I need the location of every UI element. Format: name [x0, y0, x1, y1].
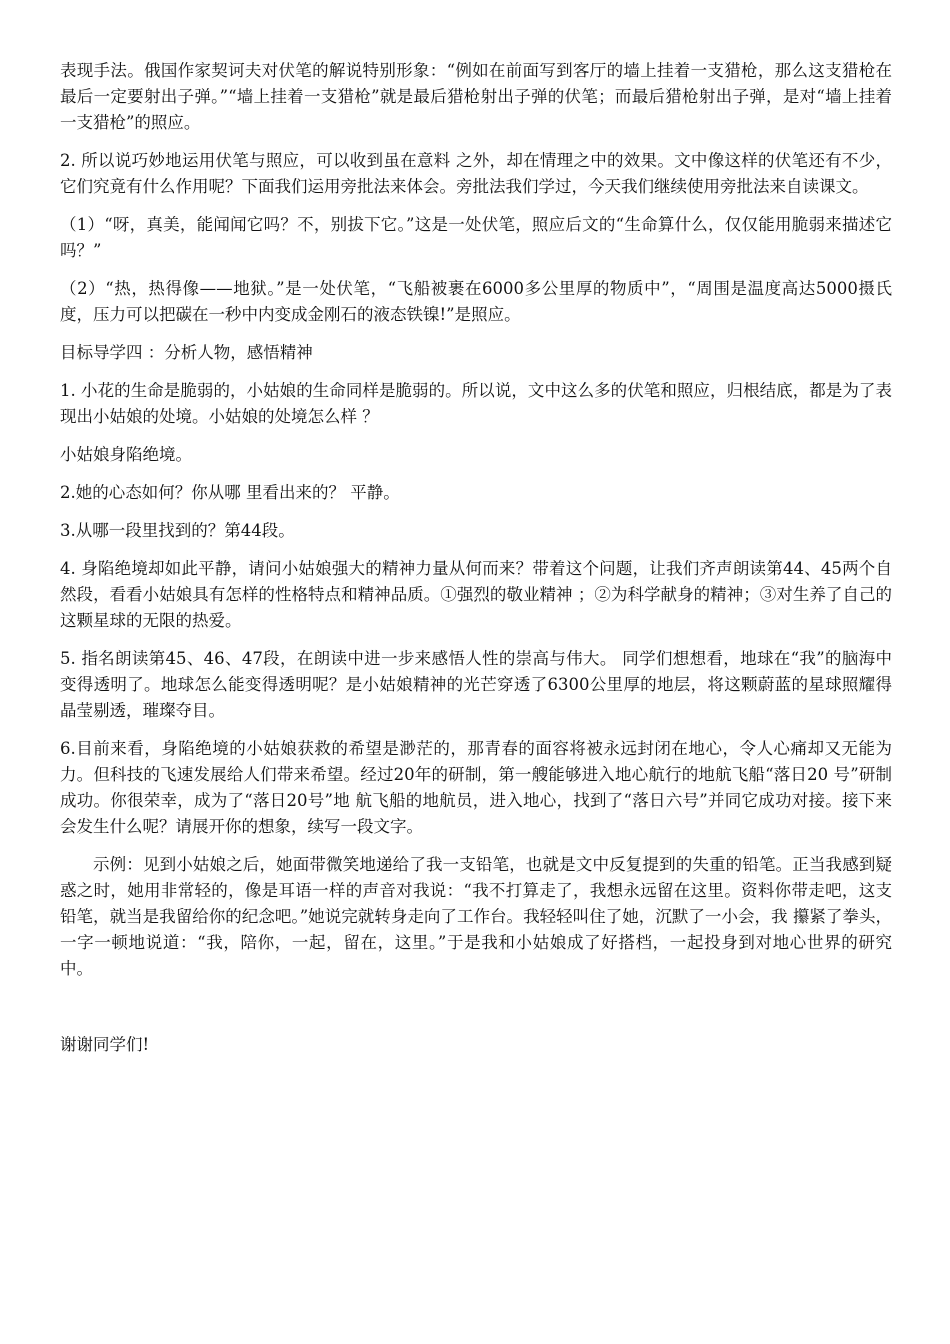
paragraph-answer-1: 小姑娘身陷绝境。: [60, 445, 192, 464]
section-heading-goal-4: 目标导学四 ：分析人物，感悟精神: [60, 343, 313, 362]
document-page: [60, 58, 892, 1070]
closing-thanks: 谢谢同学们!: [60, 1035, 150, 1054]
paragraph-example-2: （2）“热，热得像——地狱。”是一处伏笔，“飞船被裹在6000多公里厚的物质中”，“周围是温度高达5000摄氏度，压力可以把碳在一秒中内变成金刚石的液态铁镍!”是照应。: [60, 279, 892, 324]
paragraph-sample-writing: 示例：见到小姑娘之后，她面带微笑地递给了我一支铅笔，也就是文中反复提到的失重的铅笔。正当我感到疑惑之时，她用非常轻的，像是耳语一样的声音对我说：“我不打算走了，我想永远留在这里。资料你带走吧，这支铅笔，就当是我留给你的纪念吧。”她说完就转身走向了工作台。我轻轻叫住了她，沉默了一小会，我 攥紧了拳头，一字一顿地说道：“我，陪你，一起，留在，这里。”于是我和小姑娘成了好搭档，一起投身到对地心世界的研究中。: [60, 855, 892, 978]
paragraph-question-3: 3.从哪一段里找到的？第44段。: [60, 521, 295, 540]
paragraph-question-6: 6.目前来看，身陷绝境的小姑娘获救的希望是渺茫的，那青春的面容将被永远封闭在地心，令人心痛却又无能为力。但科技的飞速发展给人们带来希望。经过20年的研制，第一艘能够进入地心航行的地航飞船“落日20 号”研制成功。你很荣幸，成为了“落日20号”地 航飞船的地航员，进入地心，找到了“落日六号”并同它成功对接。接下来会发生什么呢？请展开你的想象，续写一段文字。: [60, 739, 892, 836]
paragraph-question-1: 1. 小花的生命是脆弱的，小姑娘的生命同样是脆弱的。所以说，文中这么多的伏笔和照应，归根结底，都是为了表现出小姑娘的处境。小姑娘的处境怎么样 ？: [60, 381, 892, 426]
paragraph-example-1: （1）“呀，真美，能闻闻它吗？不，别拔下它。”这是一处伏笔，照应后文的“生命算什么，仅仅能用脆弱来描述它 吗？”: [60, 215, 892, 260]
paragraph-question-2: 2.她的心态如何？你从哪 里看出来的？ 平静。: [60, 483, 400, 502]
paragraph-question-4: 4. 身陷绝境却如此平静，请问小姑娘强大的精神力量从何而来？带着这个问题，让我们齐声朗读第44、45两个自然段，看看小姑娘具有怎样的性格特点和精神品质。①强烈的敬业精神 ；②为科学献身的精神；③对生养了自己的这颗星球的无限的热爱。: [60, 559, 892, 630]
paragraph-question-5: 5. 指名朗读第45、46、47段，在朗读中进一步来感悟人性的崇高与伟大。 同学们想想看，地球在“我”的脑海中变得透明了。地球怎么能变得透明呢？是小姑娘精神的光芒穿透了6300公里厚的地层，将这颗蔚蓝的星球照耀得晶莹剔透，璀璨夺目。: [60, 649, 892, 720]
paragraph-item-2-side-notes: 2. 所以说巧妙地运用伏笔与照应，可以收到虽在意料 之外，却在情理之中的效果。文中像这样的伏笔还有不少，它们究竟有什么作用呢？下面我们运用旁批法来体会。旁批法我们学过，今天我们继续使用旁批法来自读课文。: [60, 151, 892, 196]
paragraph-foreshadowing-intro: 表现手法。俄国作家契诃夫对伏笔的解说特别形象：“例如在前面写到客厅的墙上挂着一支猎枪，那么这支猎枪在最后一定要射出子弹。”“墙上挂着一支猎枪”就是最后猎枪射出子弹的伏笔；而最后猎枪射出子弹，是对“墙上挂着一支猎枪”的照应。: [60, 61, 892, 132]
